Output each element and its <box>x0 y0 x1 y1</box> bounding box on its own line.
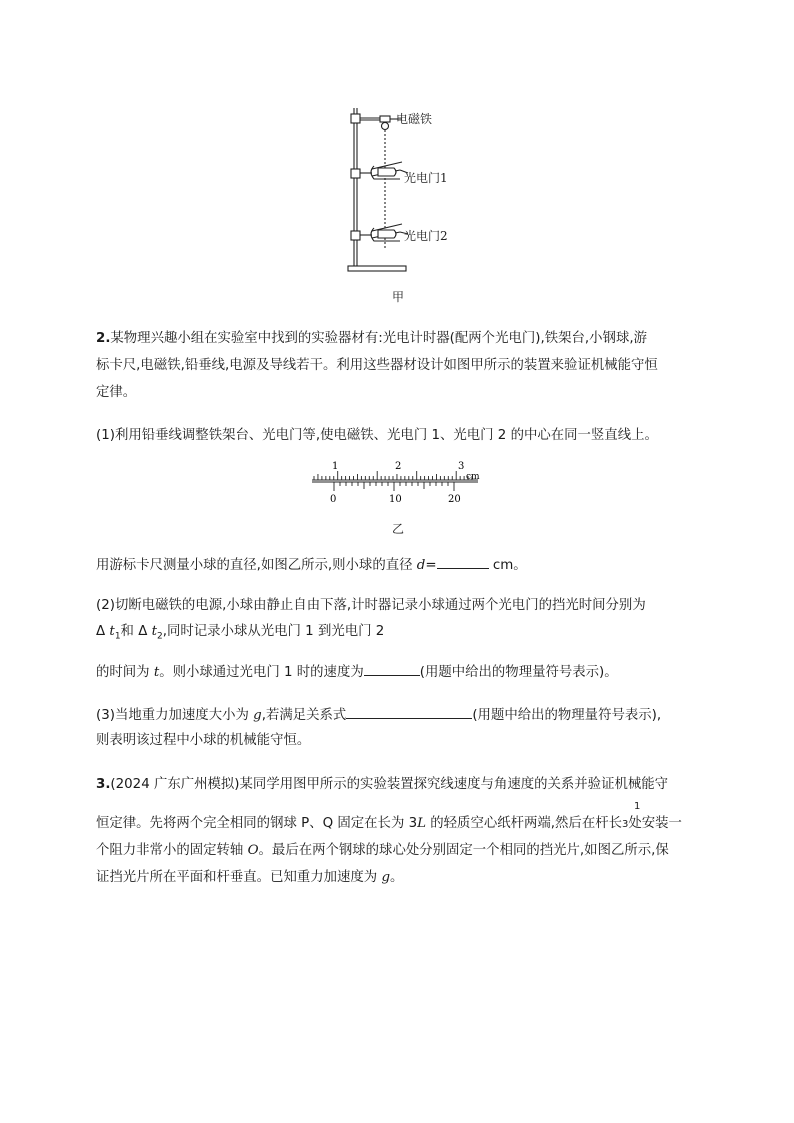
q3-line1: 3.(2024 广东广州模拟)某同学用图甲所示的实验装置探究线速度与角速度的关系并验证机械能守 <box>96 777 669 792</box>
apparatus-figure <box>330 100 480 285</box>
label-gate2: 光电门2 <box>404 229 448 243</box>
fraction-numerator: 1 <box>634 801 641 812</box>
q2-stem-line2: 标卡尺,电磁铁,铅垂线,电源及导线若干。利用这些器材设计如图甲所示的装置来验证机械能守恒 <box>96 358 658 373</box>
main-tick-label: 2 <box>395 461 402 472</box>
q2-part1-measure: 用游标卡尺测量小球的直径,如图乙所示,则小球的直径 d= cm。 <box>96 554 527 576</box>
unit-label: cm <box>466 472 480 482</box>
vernier-tick-label: 0 <box>330 494 337 505</box>
answer-blank-diameter[interactable] <box>437 554 489 569</box>
figure-a-caption: 甲 <box>392 290 405 304</box>
answer-blank-velocity[interactable] <box>364 661 420 676</box>
q3-line2: 恒定律。先将两个完全相同的钢球 P、Q 固定在长为 3L 的轻质空心纸杆两端,然后在杆长3处安装一 <box>96 816 682 831</box>
vernier-tick-label: 20 <box>448 494 461 505</box>
label-magnet: 电磁铁 <box>396 112 433 126</box>
q2-number: 2. <box>96 331 111 346</box>
vernier-figure <box>308 458 488 508</box>
q3-line4: 证挡光片所在平面和杆垂直。已知重力加速度为 g。 <box>96 870 404 885</box>
figure-b-caption: 乙 <box>392 522 405 536</box>
q2-part1: (1)利用铅垂线调整铁架台、光电门等,使电磁铁、光电门 1、光电门 2 的中心在同一竖直线上。 <box>96 428 658 443</box>
main-tick-label: 3 <box>458 461 465 472</box>
q2-stem-line3: 定律。 <box>96 385 137 400</box>
q2-part2-line2: Δ $t_1$和 Δ $t_2$,同时记录小球从光电门 1 到光电门 2 <box>96 624 385 642</box>
q2-part3-line2: 则表明该过程中小球的机械能守恒。 <box>96 733 311 748</box>
label-gate1: 光电门1 <box>404 171 448 185</box>
vernier-tick-label: 10 <box>389 494 402 505</box>
q2-part2-line3: 的时间为 t。则小球通过光电门 1 时的速度为 (用题中给出的物理量符号表示)。 <box>96 661 618 683</box>
main-tick-label: 1 <box>332 461 339 472</box>
q2-stem-line1: 2.某物理兴趣小组在实验室中找到的实验器材有:光电计时器(配两个光电门),铁架台,小钢球,游 <box>96 331 647 346</box>
answer-blank-relation[interactable] <box>346 704 472 719</box>
q3-number: 3. <box>96 777 111 792</box>
q2-part3-line1: (3)当地重力加速度大小为 g,若满足关系式 (用题中给出的物理量符号表示), <box>96 704 661 726</box>
fraction-denominator: 3 <box>622 819 629 830</box>
q2-part2-line1: (2)切断电磁铁的电源,小球由静止自由下落,计时器记录小球通过两个光电门的挡光时间分别为 <box>96 598 646 613</box>
q3-line3: 个阻力非常小的固定转轴 O。最后在两个钢球的球心处分别固定一个相同的挡光片,如图乙所示,保 <box>96 843 669 858</box>
